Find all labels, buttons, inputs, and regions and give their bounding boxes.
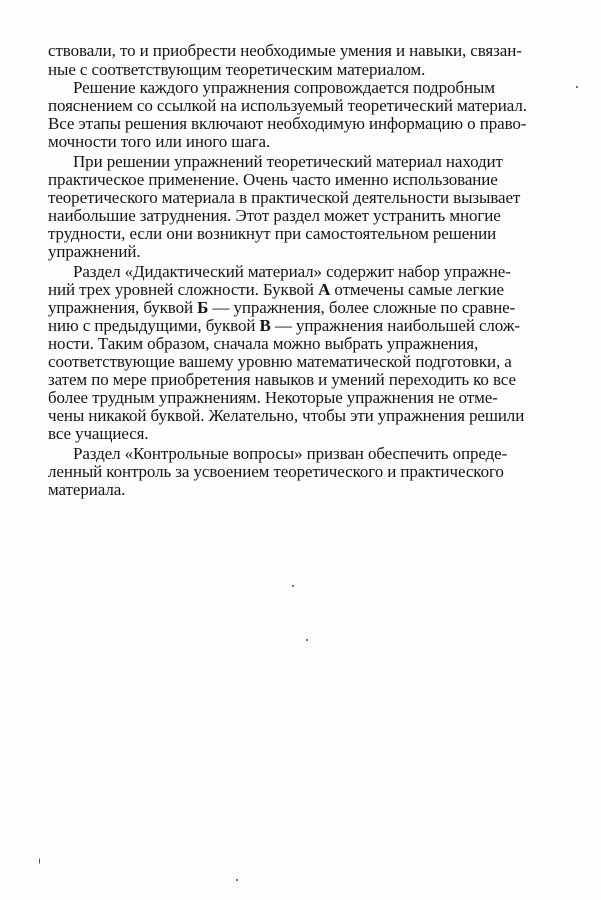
text-line: затем по мере приобретения навыков и умений переходить ко все (48, 370, 516, 389)
paragraph-3-line-3 (48, 188, 520, 207)
paragraph-3-line-2 (48, 170, 498, 189)
scan-speck (236, 879, 238, 881)
scan-speck (39, 858, 40, 864)
text-line: ности. Таким образом, сначала можно выбрать упражнения, (48, 334, 479, 353)
paragraph-4-line-2 (48, 280, 504, 299)
paragraph-4-line-5 (48, 334, 478, 353)
paragraph-2-line-1 (73, 78, 495, 97)
paragraph-4-line-7 (48, 370, 516, 389)
text-line: пояснением со ссылкой на используемый теоретический материал. (48, 96, 527, 115)
paragraph-3-line-4 (48, 206, 501, 225)
text-line: ные с соответствующим теоретическим материалом. (48, 60, 426, 79)
paragraph-2-line-2 (48, 96, 527, 115)
paragraph-4-line-9 (48, 406, 524, 425)
text-line: упражнений. (48, 242, 141, 261)
paragraph-4-line-6 (48, 352, 512, 371)
paragraph-3-line-5 (48, 224, 496, 243)
text-line: мочности того или иного шага. (48, 132, 271, 151)
paragraph-4-line-10 (48, 424, 149, 443)
paragraph-5-line-3 (48, 480, 125, 499)
paragraph-2-line-3 (48, 114, 526, 133)
text-line: материала. (48, 480, 126, 499)
text-line: ленный контроль за усвоением теоретического и практического (48, 462, 504, 481)
text-line: соответствующие вашему уровню математической подготовки, а (48, 352, 512, 371)
text-line: трудности, если они возникнут при самостоятельном решении (48, 224, 497, 243)
scan-speck (306, 639, 308, 641)
paragraph-3-line-6 (48, 242, 140, 261)
text-line: нию с предыдущими, буквой (48, 316, 260, 335)
text-line: ний трех уровней сложности. Буквой (48, 280, 319, 299)
bold-letter-v: В (259, 316, 271, 335)
bold-letter-a: А (318, 280, 331, 299)
text-line: Решение каждого упражнения сопровождается подробным (73, 78, 495, 97)
paragraph-1-line-2 (48, 60, 425, 79)
text-line: наибольшие затруднения. Этот раздел может устранить многие (48, 206, 501, 225)
paragraph-4-line-4 (48, 316, 520, 335)
text-line: При решении упражнений теоретический материал находит (73, 152, 503, 171)
text-line: Раздел «Контрольные вопросы» призван обеспечить опреде- (73, 444, 508, 463)
paragraph-5-line-2 (48, 462, 504, 481)
scan-speck (576, 86, 578, 88)
text-line: упражнения, буквой (48, 298, 198, 317)
paragraph-5-line-1 (73, 444, 507, 463)
text-line: чены никакой буквой. Желательно, чтобы эти упражнения решили (48, 406, 525, 425)
text-line: все учащиеся. (48, 424, 149, 443)
scan-speck (292, 585, 294, 587)
text-line: теоретического материала в практической деятельности вызывает (48, 188, 521, 207)
paragraph-4-line-3 (48, 298, 515, 317)
text-line: ствовали, то и приобрести необходимые умения и навыки, связан- (48, 41, 522, 60)
paragraph-4-line-1 (73, 262, 511, 281)
text-line: — упражнения, более сложные по сравне- (208, 298, 516, 317)
bold-letter-b: Б (197, 298, 209, 317)
text-line: отмечены самые легкие (330, 280, 504, 299)
text-line: Все этапы решения включают необходимую информацию о право- (48, 114, 527, 133)
text-line: более трудным упражнениям. Некоторые упражнения не отме- (48, 388, 498, 407)
paragraph-3-line-1 (73, 152, 503, 171)
text-line: Раздел «Дидактический материал» содержит набор упражне- (73, 262, 511, 281)
paragraph-1-line-1 (48, 41, 546, 60)
text-line: практическое применение. Очень часто именно использование (48, 170, 498, 189)
paragraph-2-line-4 (48, 132, 270, 151)
paragraph-4-line-8 (48, 388, 498, 407)
text-line: — упражнения наибольшей слож- (270, 316, 520, 335)
